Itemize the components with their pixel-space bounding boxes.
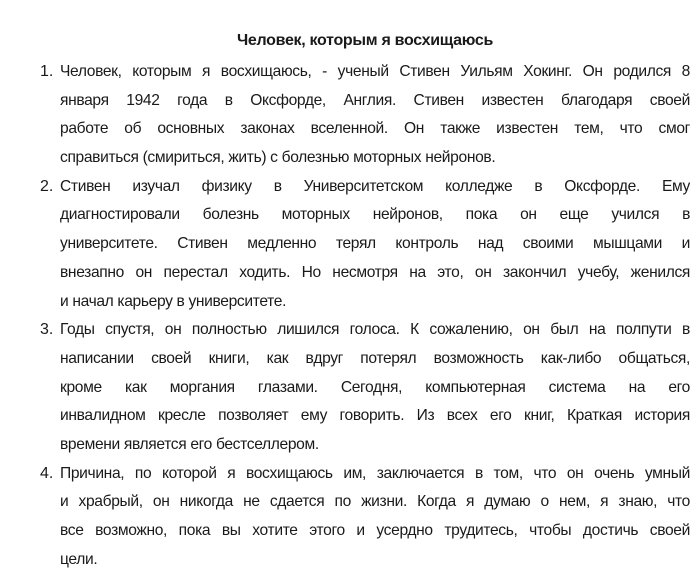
paragraph-line: Стивен изучал физику в Университетском колледже в Оксфорде. Ему — [60, 177, 690, 195]
paragraph-line: все возможно, пока вы хотите этого и усердно трудитесь, чтобы достичь своей — [60, 522, 690, 539]
paragraph-line: диагностировали болезнь моторных нейронов, пока он еще учился в — [60, 206, 690, 224]
paragraph-line: инвалидном кресле позволяет ему говорить. Из всех его книг, Краткая история — [60, 407, 690, 425]
paragraph-line: Человек, которым я восхищаюсь, - ученый Стивен Уильям Хокинг. Он родился 8 — [60, 63, 690, 80]
document-title: Человек, которым я восхищаюсь — [236, 32, 494, 49]
list-item-number: 3. — [40, 321, 54, 339]
paragraph-line: Годы спустя, он полностью лишился голоса. К сожалению, он был на полпути в — [60, 321, 690, 339]
list-item-number: 2. — [40, 177, 54, 195]
list-item — [0, 460, 696, 575]
paragraph-line: справиться (смириться, жить) с болезнью моторных нейронов. — [60, 149, 496, 167]
paragraph-line: кроме как моргания глазами. Сегодня, компьютерная система на его — [60, 378, 690, 396]
paragraph-line: написании своей книги, как вдруг потерял возможность как-либо общаться, — [60, 349, 690, 367]
list-item — [0, 173, 696, 316]
list-item — [0, 58, 696, 173]
paragraph-line: университете. Стивен медленно терял контроль над своими мышцами и — [60, 235, 690, 253]
paragraph-line: и начал карьеру в университете. — [60, 292, 287, 310]
list-item-number: 4. — [40, 464, 54, 482]
paragraph-line: и храбрый, он никогда не сдается по жизни. Когда я думаю о нем, я знаю, что — [60, 493, 690, 511]
paragraph-line: Причина, по которой я восхищаюсь им, заключается в том, что он очень умный — [60, 464, 690, 482]
paragraph-line: цели. — [60, 550, 98, 568]
numbered-list — [0, 58, 696, 574]
paragraph-line: января 1942 года в Оксфорде, Англия. Стивен известен благодаря своей — [60, 91, 690, 109]
list-item-number: 1. — [40, 63, 54, 80]
paragraph-line: работе об основных законах вселенной. Он также известен тем, что смог — [60, 120, 690, 138]
paragraph-line: внезапно он перестал ходить. Но несмотря на это, он закончил учебу, женился — [60, 263, 690, 281]
list-item — [0, 316, 696, 459]
paragraph-line: времени является его бестселлером. — [60, 435, 319, 453]
